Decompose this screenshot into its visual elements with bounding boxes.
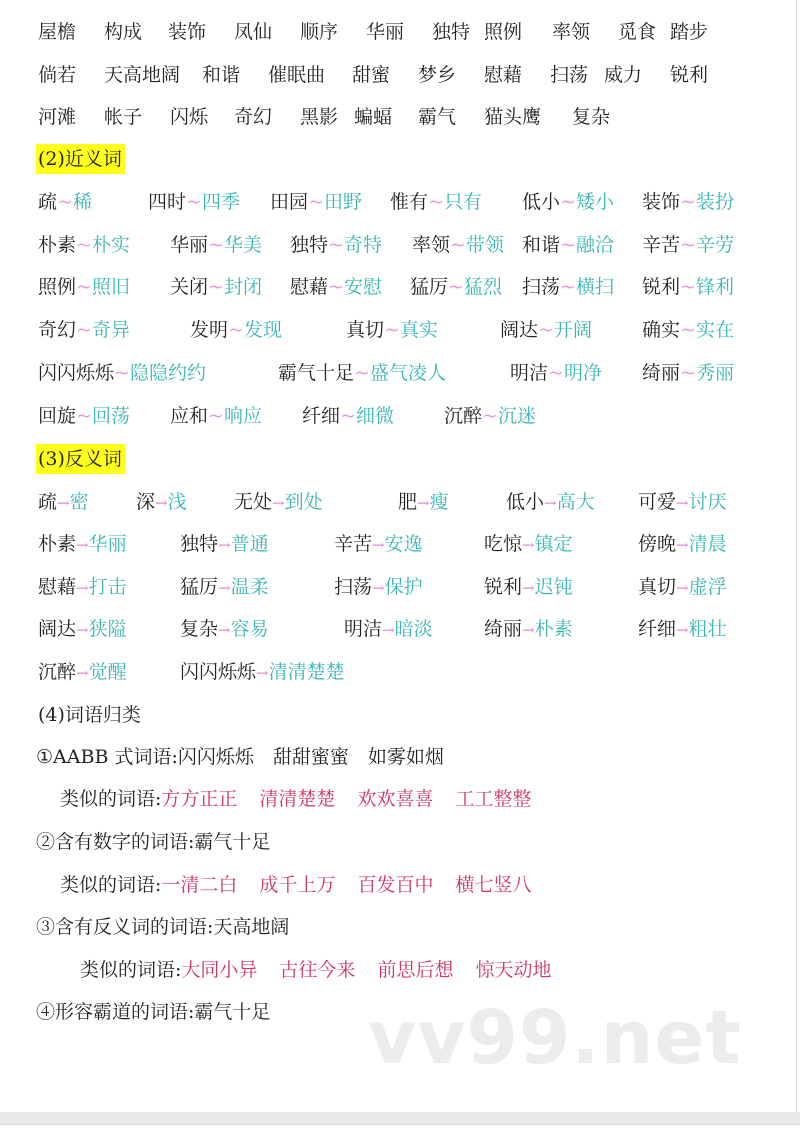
vocab-word: 蝙蝠 xyxy=(354,106,393,128)
arrow-icon: → xyxy=(218,579,231,597)
vocab-word: 踏步 xyxy=(670,21,709,43)
arrow-icon: → xyxy=(676,579,689,597)
antonym-pair: 锐利→迟钝 xyxy=(484,576,573,598)
synonym-pair: 锐利~锋利 xyxy=(642,276,734,298)
vocab-word: 威力 xyxy=(604,64,643,86)
arrow-icon: → xyxy=(676,536,689,554)
vocab-word: 天高地阔 xyxy=(104,64,181,86)
antonym-pair: 猛厉→温柔 xyxy=(180,576,269,598)
synonym-pair: 辛苦~辛劳 xyxy=(642,234,734,256)
arrow-icon: → xyxy=(372,536,385,554)
synonym-pair: 低小~矮小 xyxy=(522,191,614,213)
synonym-pair: 明洁~明净 xyxy=(510,362,602,384)
watermark: vv99.net xyxy=(368,995,742,1081)
synonym-pair: 确实~实在 xyxy=(642,319,734,341)
arrow-icon: → xyxy=(417,494,430,512)
vocab-word: 闪烁 xyxy=(170,106,209,128)
category-3 xyxy=(36,913,289,941)
arrow-icon: → xyxy=(218,621,231,639)
similar-label: 类似的词语: xyxy=(80,959,182,981)
vocab-word: 河滩 xyxy=(38,106,77,128)
antonym-pair: 闪闪烁烁→清清楚楚 xyxy=(180,661,345,683)
synonym-pair: 猛厉~猛烈 xyxy=(410,276,502,298)
antonym-pair: 纤细→粗壮 xyxy=(638,618,727,640)
arrow-icon: → xyxy=(155,494,168,512)
synonym-pair: 照例~照旧 xyxy=(38,276,130,298)
category-title: ②含有数字的词语: xyxy=(36,831,195,853)
synonym-pair: 关闭~封闭 xyxy=(170,276,262,298)
antonyms-heading: (3)反义词 xyxy=(36,444,125,474)
similar-label: 类似的词语: xyxy=(60,874,162,896)
synonym-pair: 四时~四季 xyxy=(148,191,240,213)
arrow-icon: → xyxy=(382,621,395,639)
category-1 xyxy=(36,743,444,771)
vocab-word: 率领 xyxy=(552,21,591,43)
antonym-pair: 沉醉→觉醒 xyxy=(38,661,127,683)
category-2-similar: 类似的词语:一清二白 成千上万 百发百中 横七竖八 xyxy=(60,874,532,896)
synonym-pair: 田园~田野 xyxy=(270,191,362,213)
vocab-word: 凤仙 xyxy=(234,21,273,43)
vocab-word: 锐利 xyxy=(670,64,709,86)
synonym-pair: 应和~响应 xyxy=(170,405,262,427)
synonym-pair: 装饰~装扮 xyxy=(642,191,734,213)
antonym-pair: 慰藉→打击 xyxy=(38,576,127,598)
vocab-word: 黑影 xyxy=(300,106,339,128)
vocab-word: 觅食 xyxy=(618,21,657,43)
synonym-pair: 扫荡~横扫 xyxy=(522,276,614,298)
vocab-word: 催眠曲 xyxy=(268,64,326,86)
category-words: 天高地阔 xyxy=(213,916,290,938)
arrow-icon: → xyxy=(272,494,285,512)
vocab-word: 猫头鹰 xyxy=(484,106,542,128)
synonym-pair: 疏~稀 xyxy=(38,191,92,213)
synonyms-heading: (2)近义词 xyxy=(36,144,125,174)
antonym-pair: 明洁→暗淡 xyxy=(344,618,433,640)
synonym-pair: 回旋~回荡 xyxy=(38,405,130,427)
antonym-pair: 傍晚→清晨 xyxy=(638,533,727,555)
synonym-pair: 朴素~朴实 xyxy=(38,234,130,256)
arrow-icon: → xyxy=(676,494,689,512)
vocab-word: 梦乡 xyxy=(418,64,457,86)
arrow-icon: → xyxy=(218,536,231,554)
vocab-word: 屋檐 xyxy=(38,21,77,43)
antonym-pair: 真切→虚浮 xyxy=(638,576,727,598)
arrow-icon: → xyxy=(372,579,385,597)
arrow-icon: → xyxy=(76,621,89,639)
synonym-pair: 绮丽~秀丽 xyxy=(642,362,734,384)
antonym-pair: 疏→密 xyxy=(38,491,89,513)
synonym-pair: 霸气十足~盛气凌人 xyxy=(278,362,446,384)
vocab-word: 华丽 xyxy=(366,21,405,43)
vocab-word: 复杂 xyxy=(572,106,611,128)
antonym-pair: 吃惊→镇定 xyxy=(484,533,573,555)
synonym-pair: 和谐~融洽 xyxy=(522,234,614,256)
synonym-pair: 纤细~细微 xyxy=(302,405,394,427)
arrow-icon: → xyxy=(544,494,557,512)
vocab-word: 霸气 xyxy=(418,106,457,128)
synonym-pair: 独特~奇特 xyxy=(290,234,382,256)
synonym-pair: 真切~真实 xyxy=(346,319,438,341)
synonym-pair: 慰藉~安慰 xyxy=(290,276,382,298)
similar-label: 类似的词语: xyxy=(60,788,162,810)
category-words: 闪闪烁烁 甜甜蜜蜜 如雾如烟 xyxy=(177,746,444,768)
vocab-word: 照例 xyxy=(484,21,523,43)
antonym-pair: 深→浅 xyxy=(136,491,187,513)
antonym-pair: 绮丽→朴素 xyxy=(484,618,573,640)
synonym-pair: 发明~发现 xyxy=(190,319,282,341)
synonym-pair: 率领~带领 xyxy=(412,234,504,256)
antonym-pair: 低小→高大 xyxy=(506,491,595,513)
category-words: 霸气十足 xyxy=(194,1001,271,1023)
antonym-pair: 可爱→讨厌 xyxy=(638,491,727,513)
classification-heading: (4)词语归类 xyxy=(38,704,141,726)
arrow-icon: → xyxy=(522,579,535,597)
category-words: 霸气十足 xyxy=(194,831,271,853)
category-4 xyxy=(36,998,270,1026)
synonym-pair: 惟有~只有 xyxy=(390,191,482,213)
antonym-pair: 肥→瘦 xyxy=(398,491,449,513)
arrow-icon: → xyxy=(522,536,535,554)
category-title: ①AABB 式词语: xyxy=(36,746,178,768)
synonym-pair: 闪闪烁烁~隐隐约约 xyxy=(38,362,206,384)
arrow-icon: → xyxy=(76,536,89,554)
vocab-word: 扫荡 xyxy=(550,64,589,86)
synonym-pair: 阔达~开阔 xyxy=(500,319,592,341)
category-title: ③含有反义词的词语: xyxy=(36,916,214,938)
vocab-word: 奇幻 xyxy=(234,106,273,128)
page-separator xyxy=(0,1112,800,1125)
synonym-pair: 沉醉~沉迷 xyxy=(444,405,536,427)
arrow-icon: → xyxy=(57,494,70,512)
antonym-pair: 辛苦→安逸 xyxy=(334,533,423,555)
arrow-icon: → xyxy=(522,621,535,639)
antonym-pair: 阔达→狭隘 xyxy=(38,618,127,640)
synonym-pair: 华丽~华美 xyxy=(170,234,262,256)
category-2 xyxy=(36,828,270,856)
antonym-pair: 无处→到处 xyxy=(234,491,323,513)
vocab-word: 构成 xyxy=(104,21,143,43)
category-1-similar: 类似的词语:方方正正 清清楚楚 欢欢喜喜 工工整整 xyxy=(60,788,532,810)
vocab-word: 甜蜜 xyxy=(352,64,391,86)
arrow-icon: → xyxy=(76,579,89,597)
vocab-word: 独特 xyxy=(432,21,471,43)
antonym-pair: 复杂→容易 xyxy=(180,618,269,640)
vocab-word: 顺序 xyxy=(300,21,339,43)
arrow-icon: → xyxy=(76,664,89,682)
vocab-word: 装饰 xyxy=(168,21,207,43)
arrow-icon: → xyxy=(676,621,689,639)
category-title: ④形容霸道的词语: xyxy=(36,1001,195,1023)
antonym-pair: 扫荡→保护 xyxy=(334,576,423,598)
antonym-pair: 朴素→华丽 xyxy=(38,533,127,555)
vocab-word: 倘若 xyxy=(38,64,77,86)
vocab-word: 慰藉 xyxy=(484,64,523,86)
arrow-icon: → xyxy=(256,664,269,682)
category-3-similar: 类似的词语:大同小异 古往今来 前思后想 惊天动地 xyxy=(80,959,552,981)
vocab-word: 和谐 xyxy=(202,64,241,86)
antonym-pair: 独特→普通 xyxy=(180,533,269,555)
synonym-pair: 奇幻~奇异 xyxy=(38,319,130,341)
vocab-word: 帐子 xyxy=(104,106,143,128)
